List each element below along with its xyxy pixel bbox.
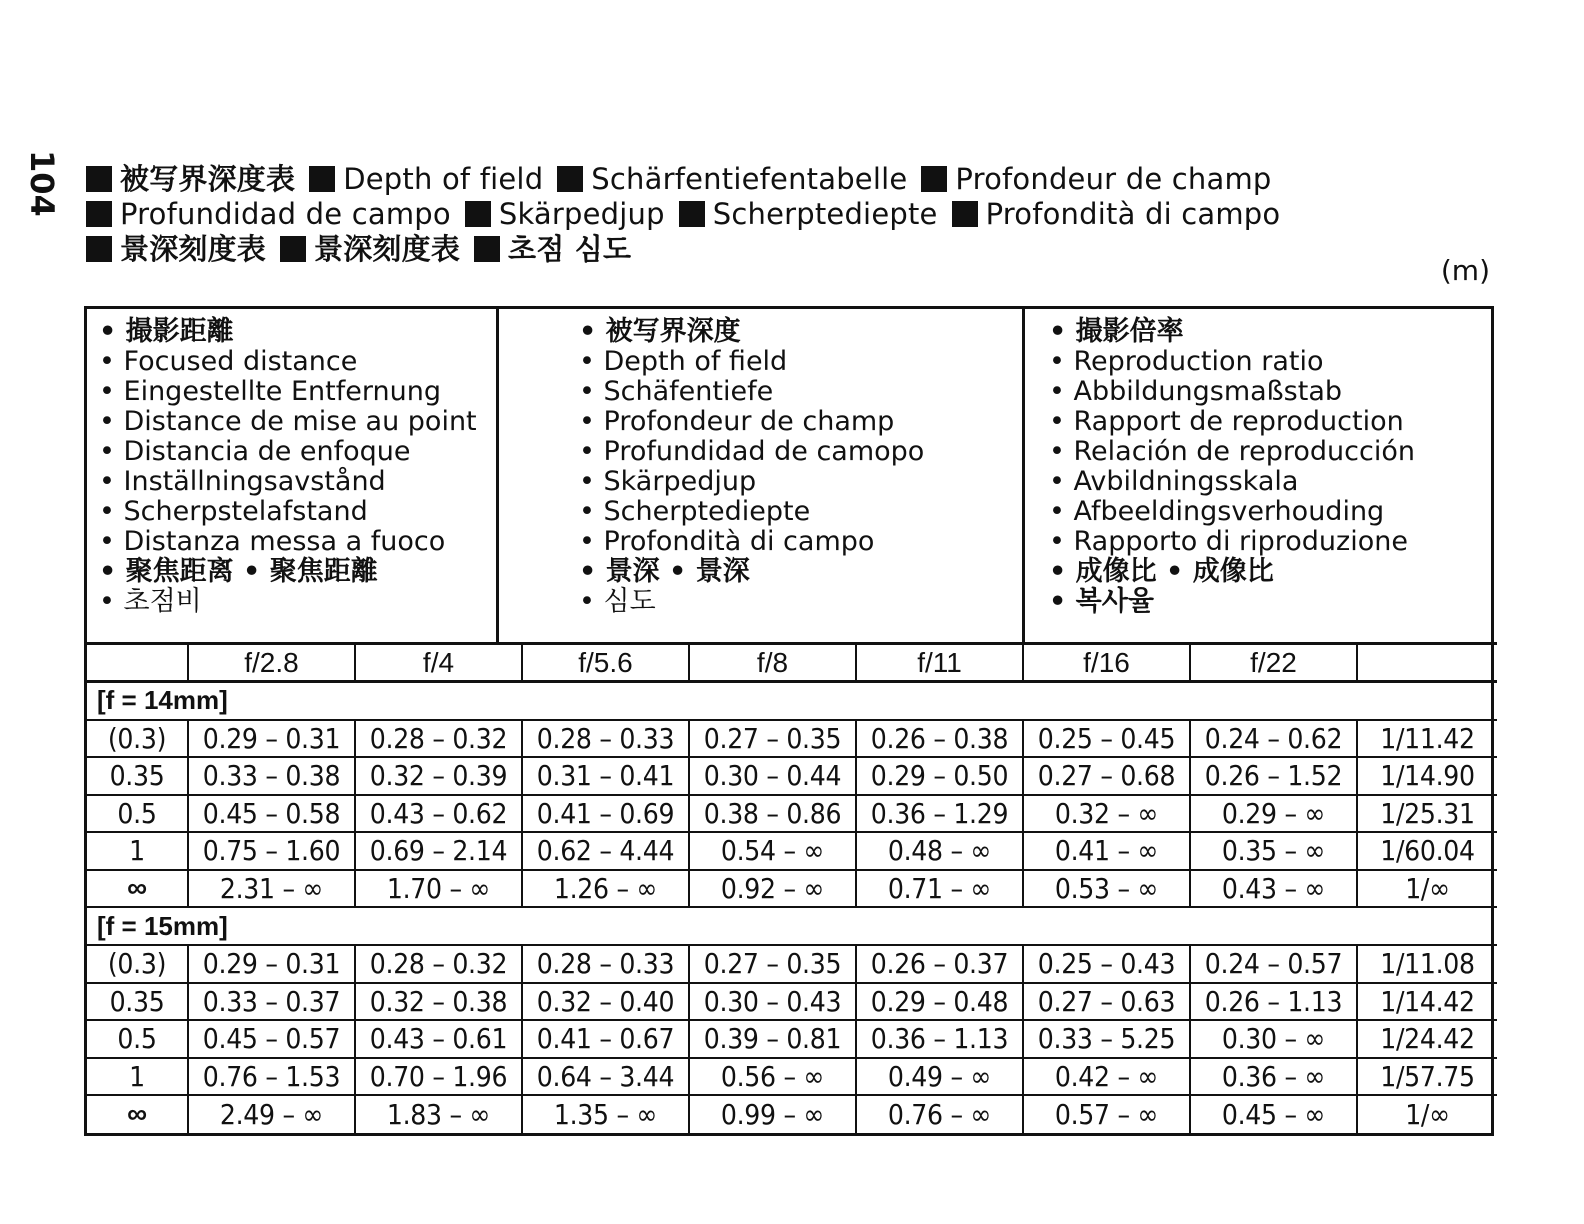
dof-cell: 0.41 – 0.67 (522, 1020, 689, 1058)
header-depth-of-field (496, 309, 1022, 642)
header-line: • Distance de mise au point (99, 406, 477, 437)
dof-cell: 0.27 – 0.68 (1023, 757, 1190, 795)
dof-cell: 0.30 – 0.43 (689, 983, 856, 1021)
aperture-blank-left (87, 644, 188, 682)
header-line: • Distancia de enfoque (99, 436, 411, 467)
dof-cell: 0.24 – 0.57 (1190, 945, 1357, 983)
distance-cell: ∞ (127, 1098, 147, 1130)
distance-cell: ∞ (87, 870, 188, 908)
distance-cell: 0.5 (87, 795, 188, 833)
dof-cell: 0.33 – 5.25 (1023, 1020, 1190, 1058)
square-bullet-icon (86, 236, 112, 262)
dof-cell: 0.28 – 0.32 (355, 720, 522, 758)
dof-cell: 0.76 – ∞ (856, 1095, 1023, 1133)
title-item: Profundidad de campo (120, 197, 451, 231)
dof-cell: 0.36 – 1.29 (856, 795, 1023, 833)
dof-cell: 0.64 – 3.44 (522, 1058, 689, 1096)
ratio-cell: 1/24.42 (1357, 1020, 1497, 1058)
dof-cell: 0.28 – 0.33 (522, 945, 689, 983)
square-bullet-icon (280, 236, 306, 262)
group-row (87, 682, 1497, 720)
square-bullet-icon (679, 201, 705, 227)
title-block (86, 162, 1516, 267)
dof-cell: 0.26 – 1.13 (1190, 983, 1357, 1021)
ratio-cell: 1/∞ (1357, 870, 1497, 908)
header-line: • Abbildungsmaßstab (1049, 376, 1343, 407)
dof-cell: 0.27 – 0.63 (1023, 983, 1190, 1021)
aperture-label: f/4 (355, 644, 522, 682)
table-row (87, 870, 1497, 908)
aperture-label: f/11 (856, 644, 1023, 682)
dof-cell: 0.56 – ∞ (689, 1058, 856, 1096)
square-bullet-icon (557, 166, 583, 192)
dof-cell: 0.29 – 0.31 (188, 720, 355, 758)
title-item: Schärfentiefentabelle (591, 162, 908, 196)
focal-length-label: [f = 15mm] (87, 907, 1497, 945)
square-bullet-icon (952, 201, 978, 227)
dof-cell: 0.45 – 0.57 (188, 1020, 355, 1058)
title-line (86, 232, 1516, 267)
dof-cell: 0.43 – ∞ (1190, 870, 1357, 908)
table-row (87, 1058, 1497, 1096)
header-line: • 景深 • 景深 (579, 556, 750, 587)
table-row (87, 1095, 1497, 1133)
ratio-cell: 1/60.04 (1357, 832, 1497, 870)
dof-cell: 0.41 – 0.69 (522, 795, 689, 833)
square-bullet-icon (309, 166, 335, 192)
dof-cell: 0.31 – 0.41 (522, 757, 689, 795)
dof-cell: 0.32 – 0.39 (355, 757, 522, 795)
dof-cell: 0.27 – 0.35 (689, 720, 856, 758)
ratio-cell: 1/14.90 (1357, 757, 1497, 795)
title-item: 被写界深度表 (120, 162, 296, 196)
ratio-cell: 1/11.08 (1357, 945, 1497, 983)
header-line: • 撮影距離 (99, 316, 234, 347)
dof-cell: 0.43 – 0.62 (355, 795, 522, 833)
header-line: • Reproduction ratio (1049, 346, 1324, 377)
header-focused-distance (87, 309, 496, 642)
title-item: Skärpedjup (498, 197, 665, 231)
dof-cell: 2.31 – ∞ (188, 870, 355, 908)
header-line: • Focused distance (99, 346, 358, 377)
header-line: • Profundidad de camopo (579, 436, 925, 467)
header-line: • 초점비 (99, 586, 202, 617)
dof-cell: 0.26 – 1.52 (1190, 757, 1357, 795)
dof-cell: 0.27 – 0.35 (689, 945, 856, 983)
dof-cell: 0.42 – ∞ (1023, 1058, 1190, 1096)
header-line: • 聚焦距离 • 聚焦距離 (99, 556, 378, 587)
dof-cell: 0.45 – ∞ (1190, 1095, 1357, 1133)
table-header-block (87, 309, 1491, 642)
dof-cell: 0.53 – ∞ (1023, 870, 1190, 908)
dof-cell: 1.70 – ∞ (355, 870, 522, 908)
square-bullet-icon (921, 166, 947, 192)
dof-cell: 0.92 – ∞ (689, 870, 856, 908)
dof-cell: 0.36 – 1.13 (856, 1020, 1023, 1058)
square-bullet-icon (474, 236, 500, 262)
dof-cell: 0.32 – ∞ (1023, 795, 1190, 833)
square-bullet-icon (86, 201, 112, 227)
table-row (87, 983, 1497, 1021)
dof-cell: 2.49 – ∞ (188, 1095, 355, 1133)
dof-cell: 0.62 – 4.44 (522, 832, 689, 870)
title-item: Scherptediepte (712, 197, 938, 231)
ratio-cell: 1/57.75 (1357, 1058, 1497, 1096)
dof-cell: 0.39 – 0.81 (689, 1020, 856, 1058)
dof-cell: 0.48 – ∞ (856, 832, 1023, 870)
dof-cell: 0.25 – 0.43 (1023, 945, 1190, 983)
title-line (86, 197, 1516, 232)
dof-cell: 0.26 – 0.38 (856, 720, 1023, 758)
dof-cell: 0.36 – ∞ (1190, 1058, 1357, 1096)
dof-cell: 1.35 – ∞ (522, 1095, 689, 1133)
distance-cell: 0.35 (87, 757, 188, 795)
title-item: Profondità di campo (985, 197, 1281, 231)
dof-cell: 0.28 – 0.32 (355, 945, 522, 983)
dof-cell: 0.29 – 0.48 (856, 983, 1023, 1021)
aperture-label: f/5.6 (522, 644, 689, 682)
dof-cell: 0.29 – 0.31 (188, 945, 355, 983)
dof-cell: 0.24 – 0.62 (1190, 720, 1357, 758)
header-line: • Schäfentiefe (579, 376, 774, 407)
title-item: 초점 심도 (508, 232, 632, 266)
dof-cell: 0.69 – 2.14 (355, 832, 522, 870)
dof-cell: 0.29 – ∞ (1190, 795, 1357, 833)
distance-cell: (0.3) (87, 720, 188, 758)
aperture-label: f/8 (689, 644, 856, 682)
header-line: • 被写界深度 (579, 316, 741, 347)
aperture-header-row (87, 644, 1497, 682)
dof-cell: 0.33 – 0.37 (188, 983, 355, 1021)
aperture-blank-right (1357, 644, 1497, 682)
table-row (87, 832, 1497, 870)
dof-cell: 0.32 – 0.38 (355, 983, 522, 1021)
dof-cell: 0.41 – ∞ (1023, 832, 1190, 870)
dof-cell: 0.99 – ∞ (689, 1095, 856, 1133)
dof-cell: 0.76 – 1.53 (188, 1058, 355, 1096)
header-line: • Scherpstelafstand (99, 496, 368, 527)
title-item: Depth of field (343, 162, 544, 196)
title-item: 景深刻度表 (314, 232, 461, 266)
title-item: Profondeur de champ (955, 162, 1272, 196)
header-line: • 복사율 (1049, 586, 1154, 617)
distance-cell: (0.3) (87, 945, 188, 983)
dof-cell: 0.54 – ∞ (689, 832, 856, 870)
dof-cell: 0.49 – ∞ (856, 1058, 1023, 1096)
header-reproduction-ratio (1022, 309, 1491, 642)
dof-cell: 0.43 – 0.61 (355, 1020, 522, 1058)
dof-cell: 0.30 – 0.44 (689, 757, 856, 795)
dof-cell: 0.33 – 0.38 (188, 757, 355, 795)
header-line: • Relación de reproducción (1049, 436, 1415, 467)
aperture-label: f/22 (1190, 644, 1357, 682)
page-number: 104 (23, 150, 61, 217)
header-line: • Skärpedjup (579, 466, 757, 497)
header-line: • Profondeur de champ (579, 406, 895, 437)
distance-cell: 1 (87, 1058, 188, 1096)
dof-cell: 0.70 – 1.96 (355, 1058, 522, 1096)
ratio-cell: 1/14.42 (1357, 983, 1497, 1021)
distance-cell: 0.35 (87, 983, 188, 1021)
dof-data-table (87, 642, 1497, 1133)
dof-cell: 0.28 – 0.33 (522, 720, 689, 758)
dof-cell: 0.45 – 0.58 (188, 795, 355, 833)
depth-of-field-table (84, 306, 1494, 1136)
table-row (87, 945, 1497, 983)
dof-cell: 0.30 – ∞ (1190, 1020, 1357, 1058)
header-line: • Avbildningsskala (1049, 466, 1299, 497)
header-line: • Rapporto di riproduzione (1049, 526, 1408, 557)
dof-cell: 0.25 – 0.45 (1023, 720, 1190, 758)
table-row (87, 757, 1497, 795)
distance-cell: 1 (87, 832, 188, 870)
title-line (86, 162, 1516, 197)
dof-cell: 1.83 – ∞ (355, 1095, 522, 1133)
dof-cell: 0.32 – 0.40 (522, 983, 689, 1021)
header-line: • Inställningsavstånd (99, 466, 386, 497)
unit-label: (m) (1440, 254, 1490, 287)
square-bullet-icon (465, 201, 491, 227)
dof-cell: 0.35 – ∞ (1190, 832, 1357, 870)
focal-length-label: [f = 14mm] (87, 682, 1497, 720)
group-row (87, 907, 1497, 945)
header-line: • Rapport de reproduction (1049, 406, 1404, 437)
dof-cell: 0.26 – 0.37 (856, 945, 1023, 983)
dof-cell: 1.26 – ∞ (522, 870, 689, 908)
ratio-cell: 1/11.42 (1357, 720, 1497, 758)
dof-cell: 0.29 – 0.50 (856, 757, 1023, 795)
header-line: • Scherptediepte (579, 496, 811, 527)
title-item: 景深刻度表 (120, 232, 267, 266)
dof-cell: 0.57 – ∞ (1023, 1095, 1190, 1133)
header-line: • 撮影倍率 (1049, 316, 1184, 347)
table-row (87, 1020, 1497, 1058)
dof-cell: 0.71 – ∞ (856, 870, 1023, 908)
header-line: • Eingestellte Entfernung (99, 376, 441, 407)
aperture-label: f/2.8 (188, 644, 355, 682)
ratio-cell: 1/∞ (1357, 1095, 1497, 1133)
aperture-label: f/16 (1023, 644, 1190, 682)
header-line: • Distanza messa a fuoco (99, 526, 446, 557)
header-line: • Profondità di campo (579, 526, 875, 557)
ratio-cell: 1/25.31 (1357, 795, 1497, 833)
distance-cell: 0.5 (87, 1020, 188, 1058)
header-line: • 심도 (579, 586, 656, 617)
table-row (87, 795, 1497, 833)
table-row (87, 720, 1497, 758)
square-bullet-icon (86, 166, 112, 192)
header-line: • Depth of field (579, 346, 788, 377)
dof-cell: 0.75 – 1.60 (188, 832, 355, 870)
dof-cell: 0.38 – 0.86 (689, 795, 856, 833)
header-line: • Afbeeldingsverhouding (1049, 496, 1385, 527)
header-line: • 成像比 • 成像比 (1049, 556, 1274, 587)
